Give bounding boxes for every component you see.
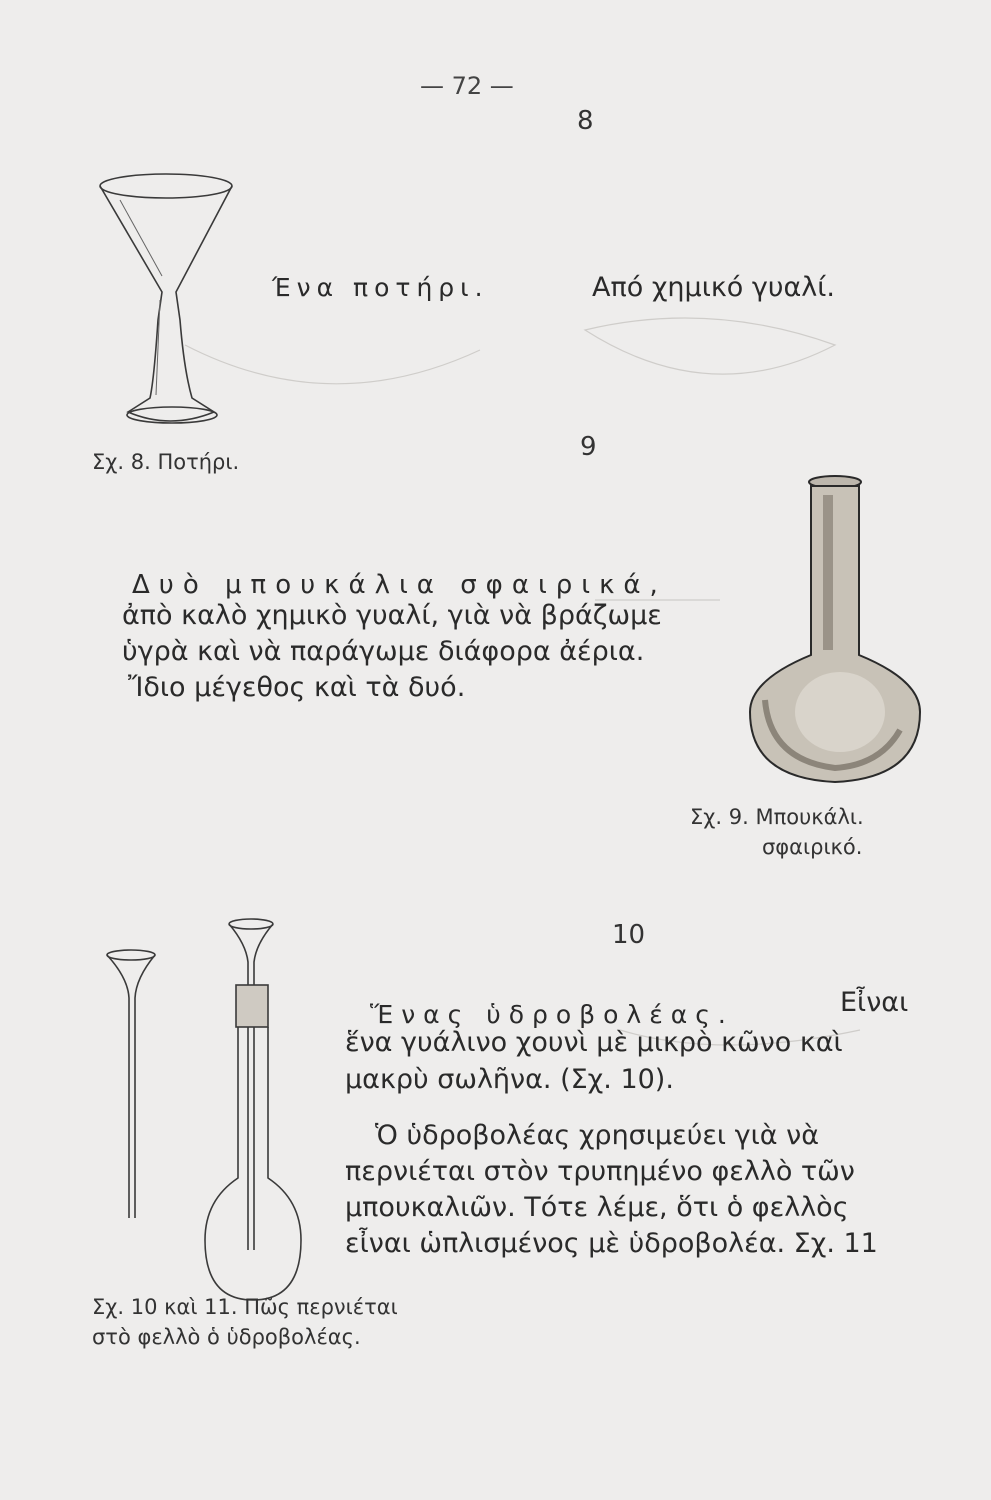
section-10-lead: Ἕνας ὑδροβολέας. [370, 1000, 734, 1029]
section-10-line-5: περνιέται στὸν τρυπημένο φελλὸ τῶν [345, 1156, 855, 1187]
section-9-line-1: ἀπὸ καλὸ χημικὸ γυαλί, γιὰ νὰ βράζωμε [122, 600, 662, 631]
section-10-line-6: μπουκαλιῶν. Τότε λέμε, ὅτι ὁ φελλὸς [345, 1192, 849, 1223]
section-9-lead: Δυὸ μπουκάλια σφαιρικά, [132, 570, 667, 600]
section-10-line-2: ἕνα γυάλινο χουνὶ μὲ μικρὸ κῶνο καὶ [345, 1027, 843, 1058]
figure-10-11-caption-line-1: Σχ. 10 καὶ 11. Πῶς περνιέται [92, 1295, 398, 1319]
section-10-line-1: Εἶναι [840, 987, 909, 1018]
figure-9-caption-line-1: Σχ. 9. Μπουκάλι. [690, 805, 864, 829]
figure-9-caption-line-2: σφαιρικό. [762, 835, 863, 859]
section-10-line-3: μακρὺ σωλῆνα. (Σχ. 10). [345, 1064, 674, 1095]
figure-10-11-caption-line-2: στὸ φελλὸ ὁ ὑδροβολέας. [92, 1325, 361, 1349]
section-9-line-2: ὑγρὰ καὶ νὰ παράγωμε διάφορα ἀέρια. [122, 636, 645, 667]
section-10-line-7: εἶναι ὡπλισμένος μὲ ὑδροβολέα. Σχ. 11 [345, 1228, 878, 1259]
page-number: — 72 — [420, 72, 514, 100]
section-number-9: 9 [580, 432, 597, 462]
section-8-lead: Ένα ποτήρι. [272, 273, 489, 302]
section-number-8: 8 [577, 106, 594, 136]
section-9-line-3: Ἴδιο μέγεθος καὶ τὰ δυό. [128, 672, 466, 703]
section-number-10: 10 [612, 920, 646, 950]
section-8-text: Από χημικό γυαλί. [592, 272, 835, 303]
figure-8-caption: Σχ. 8. Ποτήρι. [92, 450, 240, 474]
section-10-line-4: Ὁ ὑδροβολέας χρησιμεύει γιὰ νὰ [375, 1120, 820, 1151]
